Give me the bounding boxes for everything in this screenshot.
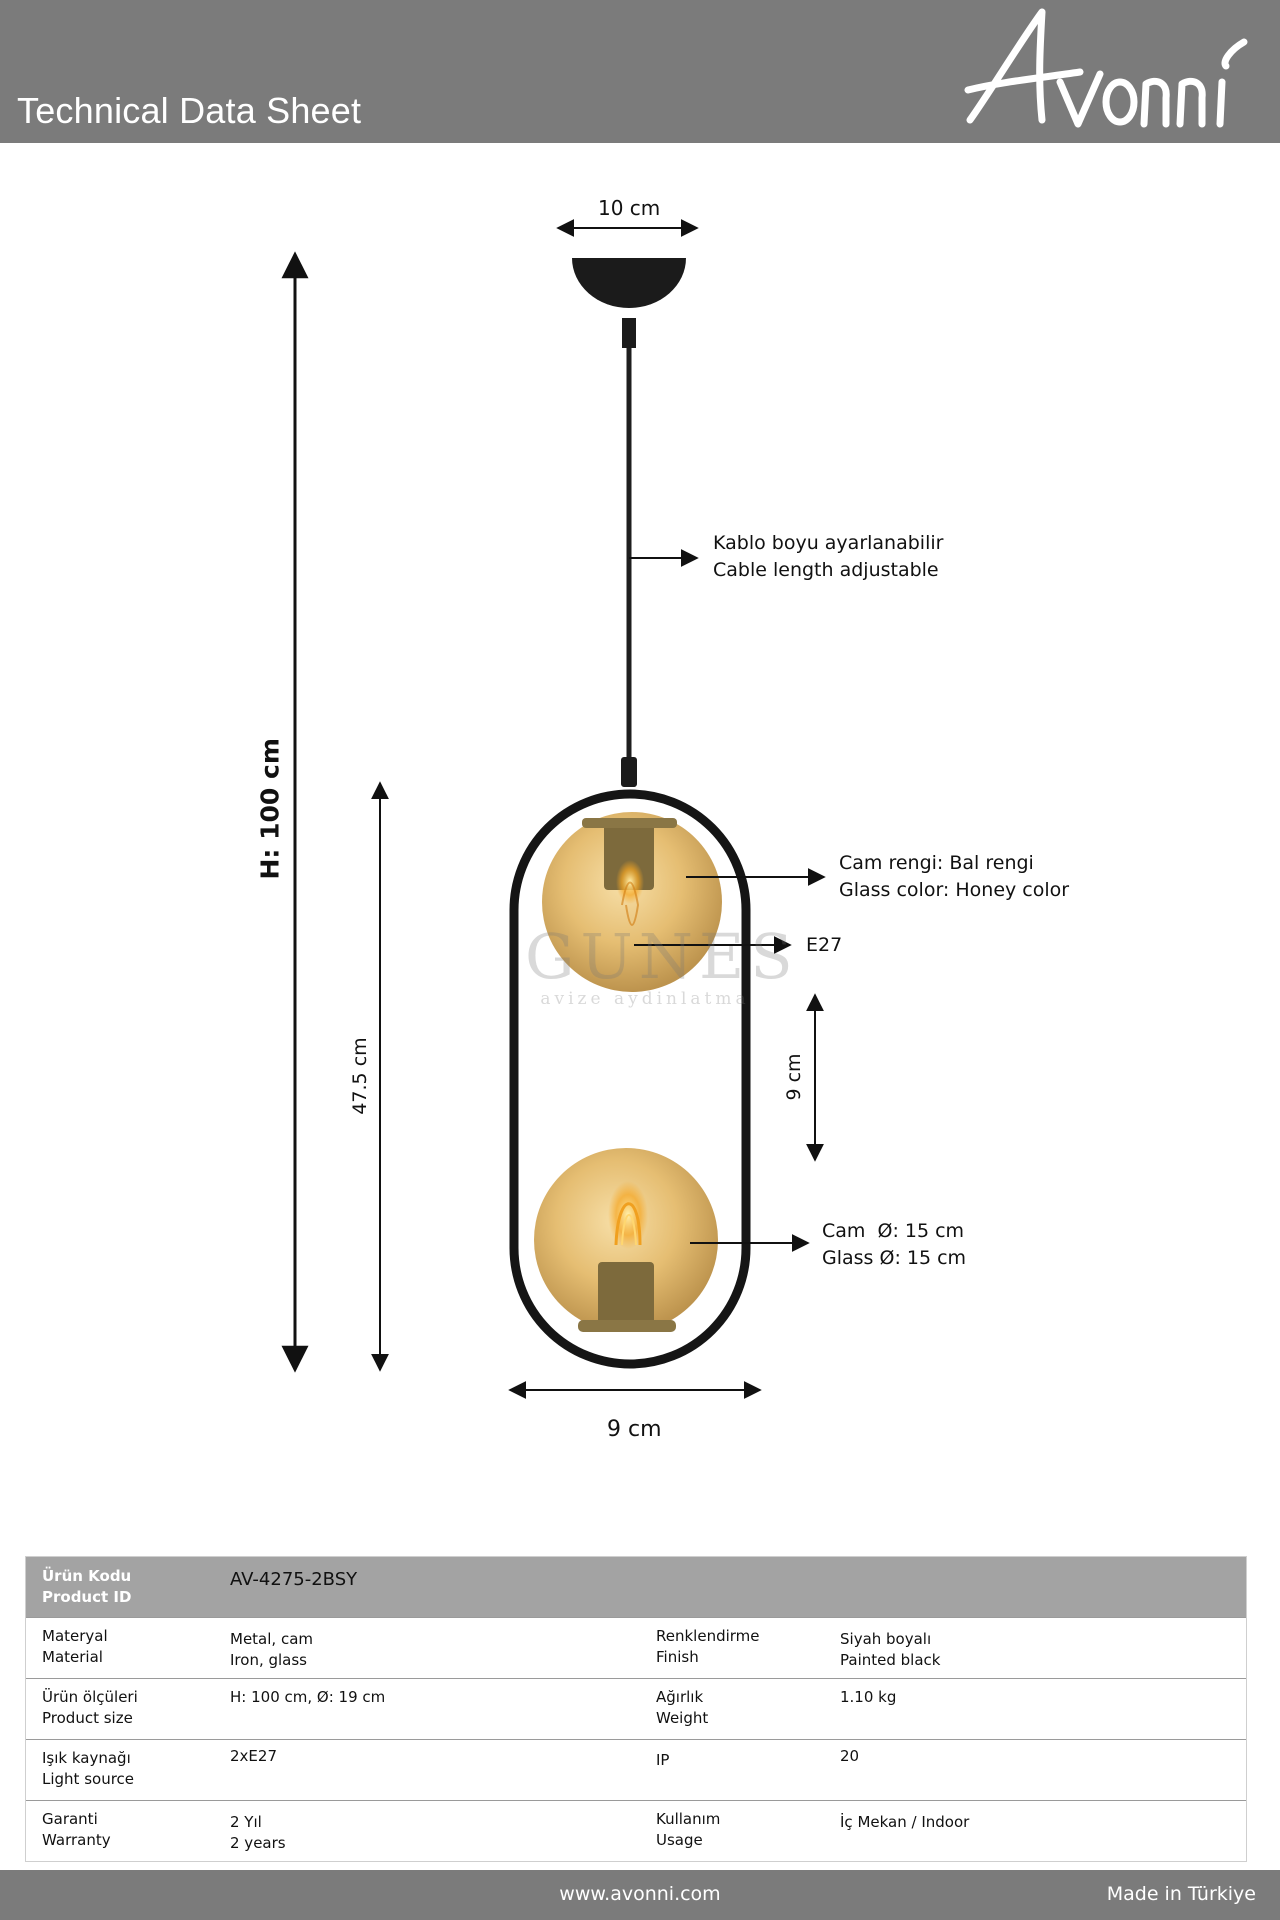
watermark: GUNES avize aydinlatma [525, 920, 799, 1009]
header-bar [0, 0, 1280, 143]
frame-height-label: 47.5 cm [349, 1037, 371, 1115]
spec-row-size [26, 1678, 1246, 1739]
cable-note [713, 530, 943, 584]
spec-value: İç Mekan / Indoor [840, 1813, 970, 1831]
brand-text: Avonni [960, 2, 964, 3]
cable-note-tr: Kablo boyu ayarlanabilir [713, 532, 944, 554]
canopy [572, 258, 686, 308]
spec-label: Materyal Material [42, 1627, 108, 1666]
spec-value: Metal, cam Iron, glass [230, 1630, 313, 1669]
website-link[interactable]: www.avonni.com [559, 1883, 721, 1905]
spec-row-warranty [26, 1800, 1246, 1861]
total-height-label: H: 100 cm [255, 738, 285, 880]
glass-color-tr: Cam rengi: Bal rengi [839, 852, 1034, 874]
glass-color-note [839, 850, 1069, 904]
spec-row-light-source [26, 1739, 1246, 1800]
glass-color-en: Glass color: Honey color [839, 879, 1070, 901]
canopy-width-label: 10 cm [598, 196, 661, 220]
canopy-grip [622, 318, 636, 348]
glass-diameter-tr: Cam Ø: 15 cm [822, 1220, 965, 1242]
spec-label: Işık kaynağı Light source [42, 1749, 135, 1788]
bottom-socket [598, 1262, 654, 1330]
spec-label: Ürün ölçüleri Product size [42, 1688, 138, 1727]
footer-bar [0, 1870, 1280, 1920]
page-title: Technical Data Sheet [17, 90, 362, 131]
technical-drawing [0, 143, 1280, 1543]
spec-label: Garanti Warranty [42, 1810, 111, 1849]
spec-value: 1.10 kg [840, 1688, 897, 1706]
spec-table [25, 1556, 1247, 1862]
avonni-logo [960, 2, 1260, 137]
frame-width-label: 9 cm [607, 1417, 662, 1442]
spacing-label: 9 cm [783, 1053, 805, 1101]
product-id-label: Ürün Kodu Product ID [42, 1567, 132, 1606]
spec-label: IP [656, 1751, 670, 1769]
spec-value: 2 Yıl 2 years [230, 1813, 286, 1852]
spec-row-material [26, 1617, 1246, 1678]
spec-label: Renklendirme Finish [656, 1627, 760, 1666]
glass-diameter-note [822, 1218, 966, 1272]
socket-note: E27 [806, 934, 843, 956]
spec-label: Ağırlık Weight [656, 1688, 709, 1727]
product-id-value: AV-4275-2BSY [230, 1569, 358, 1590]
spec-value: 2xE27 [230, 1747, 277, 1765]
spec-value: Siyah boyalı Painted black [840, 1630, 941, 1669]
spec-header-row [26, 1557, 1246, 1617]
made-in-label: Made in Türkiye [1106, 1883, 1256, 1905]
cable-note-en: Cable length adjustable [713, 559, 939, 581]
spec-label: Kullanım Usage [656, 1810, 721, 1849]
spec-value: H: 100 cm, Ø: 19 cm [230, 1688, 386, 1706]
glass-diameter-en: Glass Ø: 15 cm [822, 1247, 967, 1269]
spec-value: 20 [840, 1747, 860, 1765]
cable-grip [621, 757, 637, 787]
